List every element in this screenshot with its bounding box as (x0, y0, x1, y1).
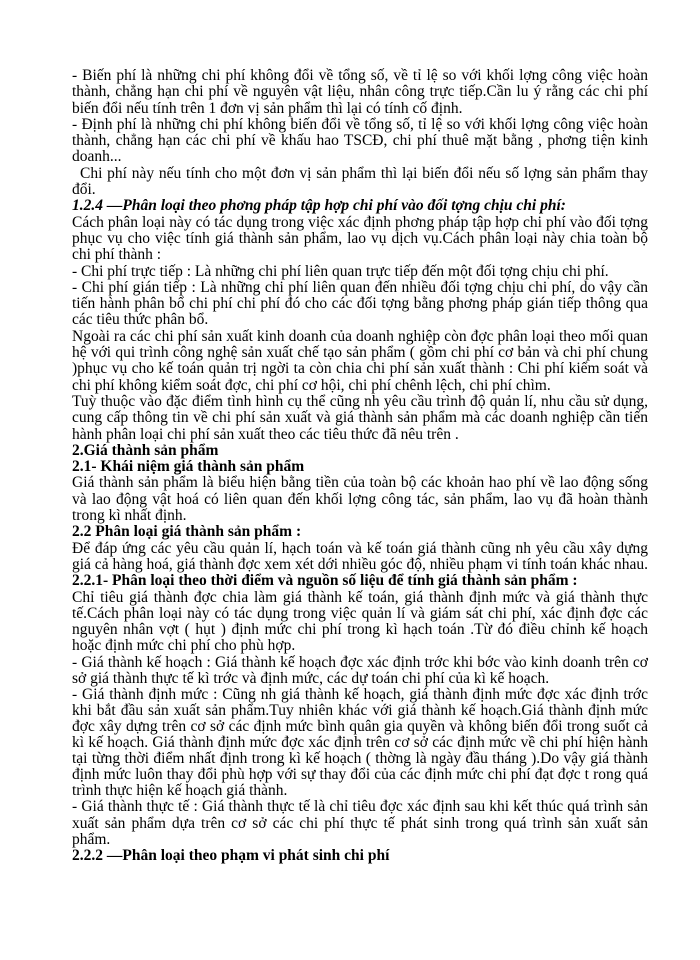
paragraph-indirect-cost: - Chi phí gián tiếp : Là những chi phí liên quan đến nhiều đối tợng chịu chi phí, do vậy cần tiến hành phân bổ chi phí chi phí đó cho các đối tợng bằng phơng pháp gián tiếp thông qua các tiêu thức phân bổ. (72, 278, 648, 329)
paragraph-depending-on: Tuỳ thuộc vào đặc điểm tình hình cụ thể cũng nh yêu cầu trình độ quản lí, nhu cầu sử dụng, cung cấp thông tin về chi phí sản xuất và giá thành sản phẩm mà các doanh nghiệp cần tiến hành phân loại chi phí sản xuất theo các tiêu thức đã nêu trên . (72, 392, 648, 443)
paragraph-actual-cost: - Giá thành thực tế : Giá thành thực tế là chỉ tiêu đợc xác định sau khi kết thúc quá trình sản xuất sản phẩm dựa trên cơ sở các chi phí thực tế phát sinh trong quá trình sản xuất sản phẩm. (72, 798, 648, 848)
paragraph-direct-cost: - Chi phí trực tiếp : Là những chi phí liên quan trực tiếp đến một đối tợng chịu chi phí. (72, 262, 609, 280)
heading-2: 2.Giá thành sản phẩm (72, 441, 219, 459)
paragraph-requirements: Để đáp ứng các yêu cầu quản lí, hạch toán và kế toán giá thành cũng nh yêu cầu xây dựng giá cả hàng hoá, giá thành đợc xem xét dới nhiều góc độ, nhiều phạm vi tính toán khác nhau. (72, 539, 648, 573)
heading-1-2-4: 1.2.4 —Phân loại theo phơng pháp tập hợp chi phí vào đối tợng chịu chi phí: (72, 197, 566, 215)
paragraph-classification-effect: Cách phân loại này có tác dụng trong việc xác định phơng pháp tập hợp chi phí vào đối tợng phục vụ cho việc tính giá thành sản phẩm, lao vụ dịch vụ.Cách phân loại này chia toàn bộ chi phí thành : (72, 213, 648, 264)
paragraph-variable-cost: - Biến phí là những chi phí không đổi về tổng số, về tỉ lệ so với khối lợng công việc hoàn thành, chẳng hạn chi phí về nguyên vật liệu, nhân công trực tiếp.Cần lu ý rằng các chi phí biến đổi nếu tính trên 1 đơn vị sản phẩm thì lại có tính cố định. (72, 67, 648, 117)
heading-2-2: 2.2 Phân loại giá thành sản phẩm : (72, 523, 302, 541)
heading-2-1: 2.1- Khái niệm giá thành sản phẩm (72, 458, 305, 476)
heading-2-2-2: 2.2.2 —Phân loại theo phạm vi phát sinh chi phí (72, 847, 390, 865)
paragraph-fixed-cost: - Định phí là những chi phí không biến đổi về tổng số, tỉ lệ so với khối lợng công việc hoàn thành, chẳng hạn các chi phí về khấu hao TSCĐ, chi phí thuê mặt bằng , phơng tiện kinh doanh... (72, 115, 648, 166)
heading-2-2-1: 2.2.1- Phân loại theo thời điểm và nguồn số liệu để tính giá thành sản phẩm : (72, 572, 578, 590)
paragraph-planned-cost: - Giá thành kế hoạch : Giá thành kế hoạch đợc xác định trớc khi bớc vào kinh doanh trên cơ sở giá thành thực tế kì trớc và định mức, các dự toán chi phí của kì kế hoạch. (72, 653, 648, 687)
paragraph-other-classifications: Ngoài ra các chi phí sản xuất kinh doanh của doanh nghiệp còn đợc phân loại theo mối quan hệ với qui trình công nghệ sản xuất chế tạo sản phẩm ( gồm chi phí cơ bản và chi phí chung )phục vụ cho kế toán quản trị ngời ta còn chia chi phí sản xuất thành : Chi phí kiểm soát và chi phí không kiểm soát đợc, chi phí cơ hội, chi phí chênh lệch, chi phí chìm. (72, 327, 648, 394)
paragraph-standard-cost: - Giá thành định mức : Cũng nh giá thành kế hoạch, giá thành định mức đợc xác định trớc khi bắt đầu sản xuất sản phẩm.Tuy nhiên khác với giá thành kế hoạch.Giá thành định mức đợc xây dựng trên cơ sở các định mức bình quân gia quyền và không biến đổi trong suốt cả kì kế hoạch. Giá thành định mức đợc xác định trên cơ sở các định mức về chi phí hiện hành tại từng thời điểm nhất định trong kì kế hoạch ( thờng là ngày đầu tháng ).Do vậy giá thành định mức luôn thay đổi phù hợp với sự thay đổi của các định mức chi phí đạt đợc t rong quá trình thực hiện kế hoạch giá thành. (72, 686, 648, 800)
paragraph-cost-price-definition: Giá thành sản phẩm là biểu hiện bằng tiền của toàn bộ các khoản hao phí về lao động sống và lao động vật hoá có liên quan đến khối lợng công tác, sản phẩm, lao vụ đã hoàn thành trong kì nhất định. (72, 474, 648, 525)
paragraph-indicator: Chỉ tiêu giá thành đợc chia làm giá thành kế toán, giá thành định mức và giá thành thực tế.Cách phân loại này có tác dụng trong việc quản lí và giám sát chi phí, xác định đợc các nguyên nhân vợt ( hụt ) định mức chi phí trong kì hạch toán .Từ đó điều chỉnh kế hoạch hoặc định mức chi phí cho phù hợp. (72, 588, 648, 655)
paragraph-unit-cost-note: Chi phí này nếu tính cho một đơn vị sản phẩm thì lại biến đổi nếu số lợng sản phẩm thay đổi. (72, 164, 648, 199)
